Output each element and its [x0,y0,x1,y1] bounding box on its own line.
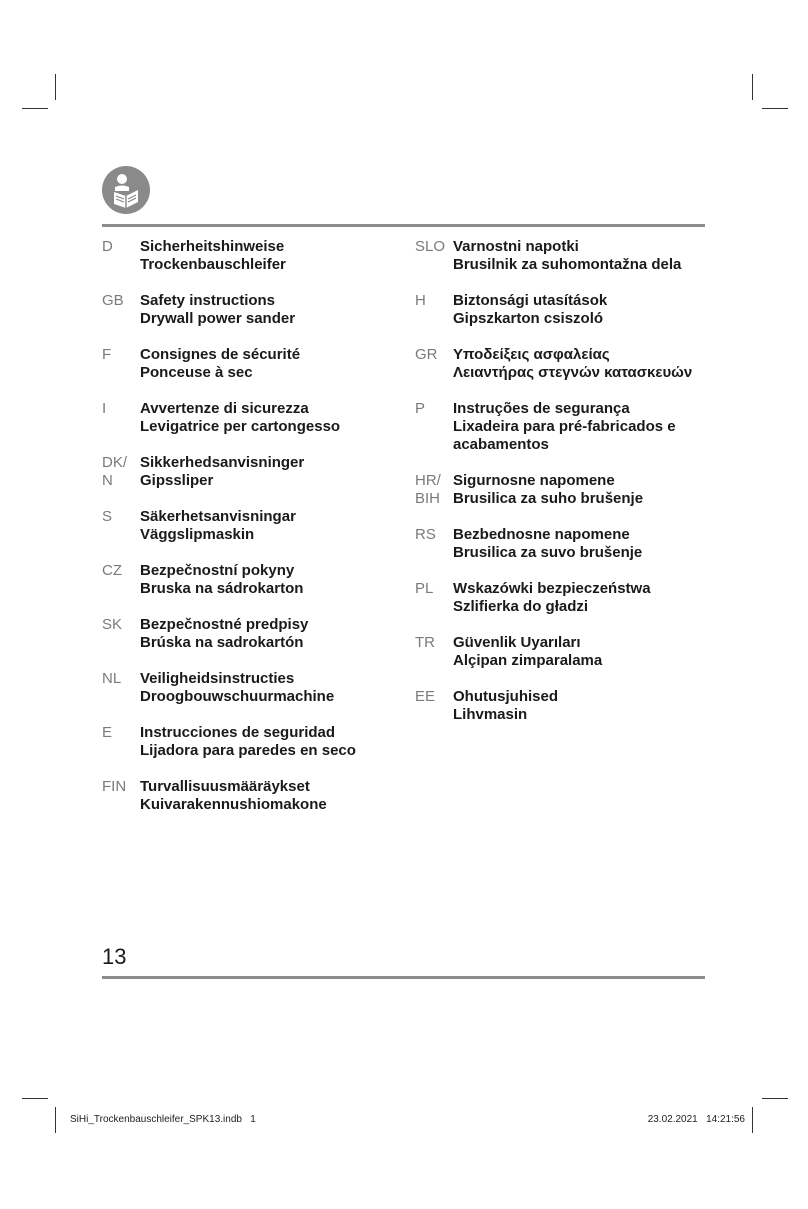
language-text [140,292,402,328]
language-code: D [102,238,113,255]
safety-title: Sikkerhedsanvisninger [140,454,305,471]
device-name: Droogbouwschuurmachine [140,688,335,705]
language-code: RS [415,526,436,543]
header-rule [102,224,705,227]
device-name: Gipssliper [140,472,214,489]
device-name: Λειαντήρας στεγνών κατασκευών [453,364,693,381]
language-text [140,400,402,436]
language-text [140,238,402,274]
safety-title: Instruções de segurança [453,400,630,417]
language-code: GR [415,346,438,363]
safety-title: Säkerhetsanvisningar [140,508,296,525]
read-manual-icon [102,166,150,214]
safety-title: Veiligheidsinstructies [140,670,295,687]
language-entry [102,508,402,562]
language-code: I [102,400,107,417]
language-text [140,616,402,652]
language-entry [102,454,402,508]
language-code: PL [415,580,434,597]
language-entry [102,670,402,724]
language-text [140,724,402,760]
safety-title: Varnostni napotki [453,238,579,255]
language-code: TR [415,634,435,651]
safety-title: Υποδείξεις ασφαλείας [453,346,610,363]
device-name: Väggslipmaskin [140,526,255,543]
language-text [453,580,715,616]
language-entry [415,346,715,400]
safety-title: Bezpečnostní pokyny [140,562,295,579]
language-text [140,508,402,544]
safety-title: Ohutusjuhised [453,688,558,705]
language-code: SLO [415,238,446,255]
safety-title: Sigurnosne napomene [453,472,615,489]
language-code: GB [102,292,124,309]
safety-title: Sicherheitshinweise [140,238,285,255]
language-code: FIN [102,778,127,795]
language-code: H [415,292,426,309]
device-name: Bruska na sádrokarton [140,580,304,597]
language-text [453,526,715,562]
safety-title: Bezbednosne napomene [453,526,630,543]
device-name: Levigatrice per cartongesso [140,418,341,435]
language-code: S [102,508,113,525]
language-text [453,238,715,274]
language-text [140,670,402,706]
safety-title: Güvenlik Uyarıları [453,634,581,651]
language-entry [102,292,402,346]
crop-mark [22,108,48,109]
language-code: P [415,400,426,417]
page-number: 13 [102,944,127,969]
safety-title: Avvertenze di sicurezza [140,400,309,417]
language-text [140,778,402,814]
safety-title: Bezpečnostné predpisy [140,616,309,633]
language-text [140,346,402,382]
language-code: NL [102,670,122,687]
language-text [140,454,402,490]
crop-mark [762,1098,788,1099]
device-name: Brusilica za suvo brušenje [453,544,643,561]
language-text [453,400,715,454]
language-entry [102,346,402,400]
language-entry [102,238,402,292]
device-name: Trockenbauschleifer [140,256,286,273]
print-timestamp: 23.02.2021 14:21:56 [647,1114,745,1125]
language-code: DK/ N [102,454,128,489]
safety-title: Biztonsági utasítások [453,292,608,309]
safety-title: Turvallisuusmääräykset [140,778,310,795]
left-language-list [102,238,402,832]
device-name: Brusilnik za suhomontažna dela [453,256,682,273]
device-name: acabamentos [453,436,549,453]
language-entry [415,688,715,742]
language-code: E [102,724,113,741]
crop-mark [55,1107,56,1133]
device-name: Szlifierka do gładzi [453,598,589,615]
language-text [453,472,715,508]
device-name: Brusilica za suho brušenje [453,490,644,507]
language-code: HR/ BIH [415,472,441,507]
crop-mark [22,1098,48,1099]
device-name: Gipszkarton csiszoló [453,310,604,327]
safety-title: Wskazówki bezpieczeństwa [453,580,651,597]
language-code: SK [102,616,123,633]
language-code: F [102,346,112,363]
footer-rule [102,976,705,979]
crop-mark [752,1107,753,1133]
safety-title: Consignes de sécurité [140,346,301,363]
language-entry [415,472,715,526]
device-name: Alçipan zimparalama [453,652,603,669]
device-name: Lijadora para paredes en seco [140,742,356,759]
crop-mark [55,74,56,100]
language-text [453,346,715,382]
language-text [453,634,715,670]
device-name: Brúska na sadrokartón [140,634,304,651]
language-entry [415,634,715,688]
language-entry [415,580,715,634]
device-name: Lixadeira para pré-fabricados e [453,418,676,435]
language-entry [415,292,715,346]
language-entry [102,724,402,778]
language-text [453,292,715,328]
language-entry [102,616,402,670]
language-entry [102,400,402,454]
crop-mark [752,74,753,100]
device-name: Ponceuse à sec [140,364,253,381]
language-text [453,688,715,724]
crop-mark [762,108,788,109]
device-name: Lihvmasin [453,706,528,723]
safety-title: Safety instructions [140,292,276,309]
language-code: EE [415,688,436,705]
device-name: Kuivarakennushiomakone [140,796,327,813]
language-entry [415,526,715,580]
print-file-info: SiHi_Trockenbauschleifer_SPK13.indb 1 [70,1114,256,1125]
safety-title: Instrucciones de seguridad [140,724,336,741]
language-text [140,562,402,598]
language-entry [415,400,715,472]
right-language-list [415,238,715,742]
language-entry [102,562,402,616]
language-entry [102,778,402,832]
device-name: Drywall power sander [140,310,296,327]
language-entry [415,238,715,292]
language-code: CZ [102,562,122,579]
